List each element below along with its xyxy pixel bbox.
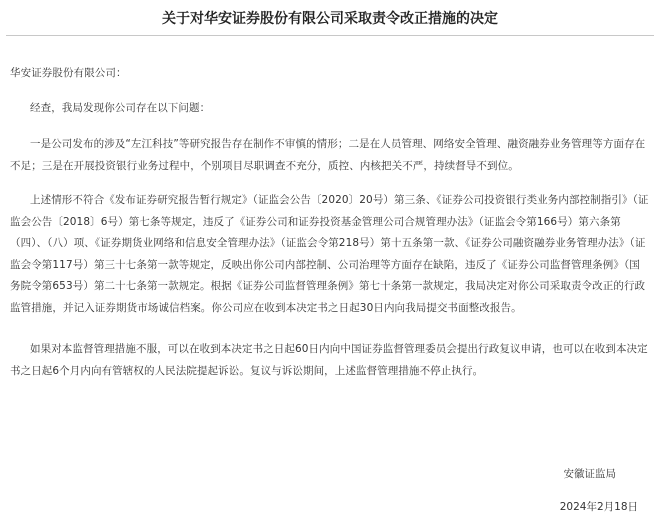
paragraph-violations-decision: 上述情形不符合《发布证券研究报告暂行规定》（证监会公告〔2020〕20号）第三条、《证券公司投资银行类业务内部控制指引》（证监会公告〔2018〕6号）第七条等规定，违反了《证券公司和证券投资基金管理公司合规管理办法》（证监会令第166号）第六条第（四）、（八）项、《证券期货业网络和信息安全管理办法》（证监会令第218号）第十五条第一款、《证券公司融资融券业务管理办法》（证监会令第117号）第三十七条第一款等规定，反映出你公司内部控制、公司治理等方面存在缺陷，违反了《证券公司监督管理条例》（国务院令第653号）第二十七条第一款规定。根据《证券公司监督管理条例》第七十条第一款规定，我局决定对你公司采取责令改正的行政监管措施，并记入证券期货市场诚信档案。你公司应在收到本决定书之日起30日内向我局提交书面整改报告。: [10, 194, 649, 314]
title-divider: [6, 35, 654, 36]
paragraph-problems: 一是公司发布的涉及“左江科技”等研究报告存在制作不审慎的情形；二是在人员管理、网络安全管理、融资融券业务管理等方面存在不足；三是在开展投资银行业务过程中，个别项目尽职调查不充分，质控、内核把关不严，持续督导不到位。: [10, 138, 646, 172]
paragraph-findings-intro: 经查，我局发现你公司存在以下问题：: [30, 102, 211, 114]
paragraph-appeal-rights: 如果对本监督管理措施不服，可以在收到本决定书之日起60日内向中国证券监督管理委员会提出行政复议申请，也可以在收到本决定书之日起6个月内向有管辖权的人民法院提起诉讼。复议与诉讼期间，上述监督管理措施不停止执行。: [10, 343, 648, 377]
issuer-name: 安徽证监局: [563, 468, 616, 480]
salutation: 华安证券股份有限公司：: [10, 67, 127, 79]
issue-date: 2024年2月18日: [559, 501, 638, 513]
document-title: 关于对华安证券股份有限公司采取责令改正措施的决定: [162, 11, 498, 27]
